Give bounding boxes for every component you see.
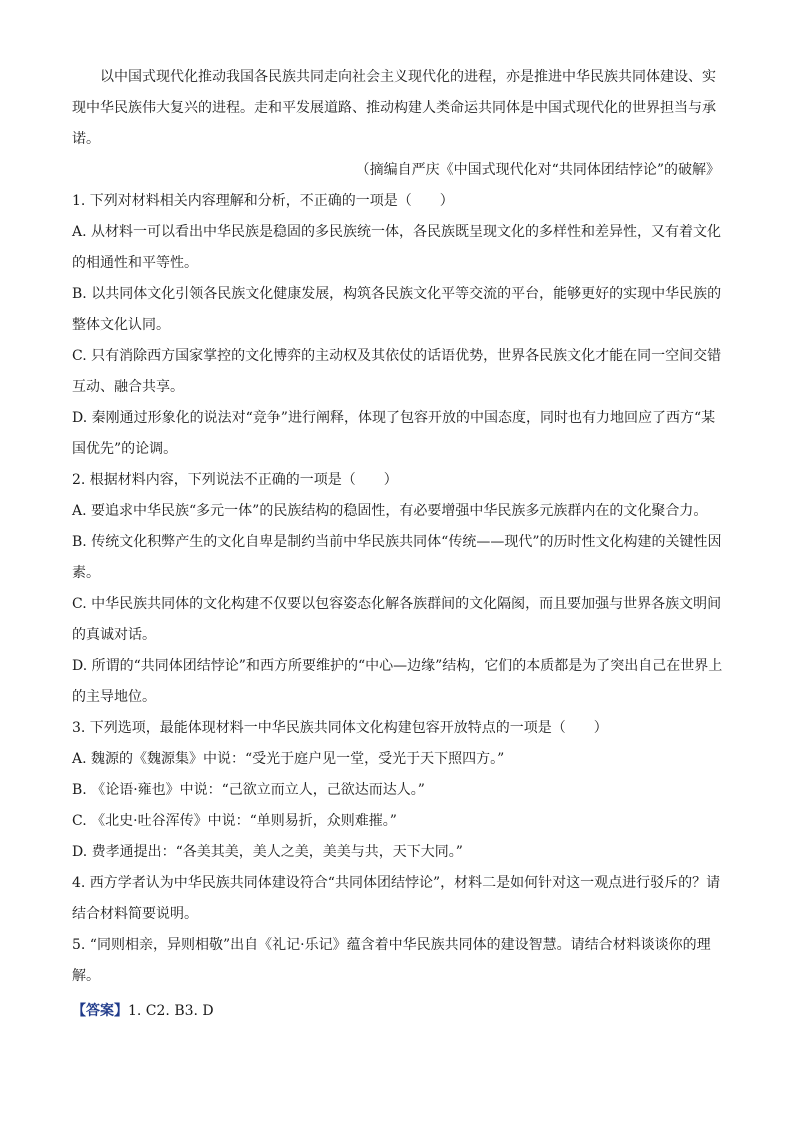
- question-2: [72, 465, 724, 713]
- question-3-stem: 3. 下列选项，最能体现材料一中华民族共同体文化构建包容开放特点的一项是（ ）: [72, 720, 608, 736]
- question-2-option-a: A. 要追求中华民族“多元一体”的民族结构的稳固性，有必要增强中华民族多元族群内在的文化聚合力。: [72, 503, 708, 519]
- question-3: [72, 713, 724, 868]
- answer-line: [72, 996, 724, 1027]
- question-4: 4. 西方学者认为中华民族共同体建设符合“共同体团结悖论”，材料二是如何针对这一观点进行驳斥的？请结合材料简要说明。: [72, 875, 721, 922]
- intro-paragraph: 以中国式现代化推动我国各民族共同走向社会主义现代化的进程，亦是推进中华民族共同体建设、实现中华民族伟大复兴的进程。走和平发展道路、推动构建人类命运共同体是中国式现代化的世界担当与承诺。: [72, 69, 716, 147]
- question-1: [72, 186, 724, 465]
- question-2-option-d: D. 所谓的“共同体团结悖论”和西方所要维护的“中心—边缘”结构，它们的本质都是为了突出自己在世界上的主导地位。: [72, 658, 723, 705]
- answer-text: 1. C2. B3. D: [128, 1003, 214, 1019]
- question-1-option-c: C. 只有消除西方国家掌控的文化博弈的主动权及其依仗的话语优势，世界各民族文化才能在同一空间交错互动、融合共享。: [72, 348, 722, 395]
- question-3-option-a: A. 魏源的《魏源集》中说：“受光于庭户见一堂，受光于天下照四方。”: [72, 751, 505, 767]
- question-1-stem: 1. 下列对材料相关内容理解和分析，不正确的一项是（ ）: [72, 193, 454, 209]
- question-1-option-a: A. 从材料一可以看出中华民族是稳固的多民族统一体，各民族既呈现文化的多样性和差异性，又有着文化的相通性和平等性。: [72, 224, 722, 271]
- question-2-option-c: C. 中华民族共同体的文化构建不仅要以包容姿态化解各族群间的文化隔阂，而且要加强与世界各族文明间的真诚对话。: [72, 596, 722, 643]
- source-citation: （摘编自严庆《中国式现代化对“共同体团结悖论”的破解》: [355, 162, 720, 178]
- question-1-option-b: B. 以共同体文化引领各民族文化健康发展，构筑各民族文化平等交流的平台，能够更好的实现中华民族的整体文化认同。: [72, 286, 722, 333]
- question-3-option-d: D. 费孝通提出：“各美其美，美人之美，美美与共，天下大同。”: [72, 844, 463, 860]
- document-page: [72, 62, 724, 1027]
- question-2-option-b: B. 传统文化积弊产生的文化自卑是制约当前中华民族共同体“传统——现代”的历时性文化构建的关键性因素。: [72, 534, 722, 581]
- answer-tag: 【答案】: [72, 1003, 128, 1019]
- question-3-option-b: B. 《论语·雍也》中说：“己欲立而立人，己欲达而达人。”: [72, 782, 425, 798]
- question-5: 5. “同则相亲，异则相敬”出自《礼记·乐记》蕴含着中华民族共同体的建设智慧。请结合材料谈谈你的理解。: [72, 937, 711, 984]
- question-3-option-c: C. 《北史·吐谷浑传》中说：“单则易折，众则难摧。”: [72, 813, 397, 829]
- question-2-stem: 2. 根据材料内容，下列说法不正确的一项是（ ）: [72, 472, 398, 488]
- question-1-option-d: D. 秦刚通过形象化的说法对“竞争”进行阐释，体现了包容开放的中国态度，同时也有力地回应了西方“某国优先”的论调。: [72, 410, 716, 457]
